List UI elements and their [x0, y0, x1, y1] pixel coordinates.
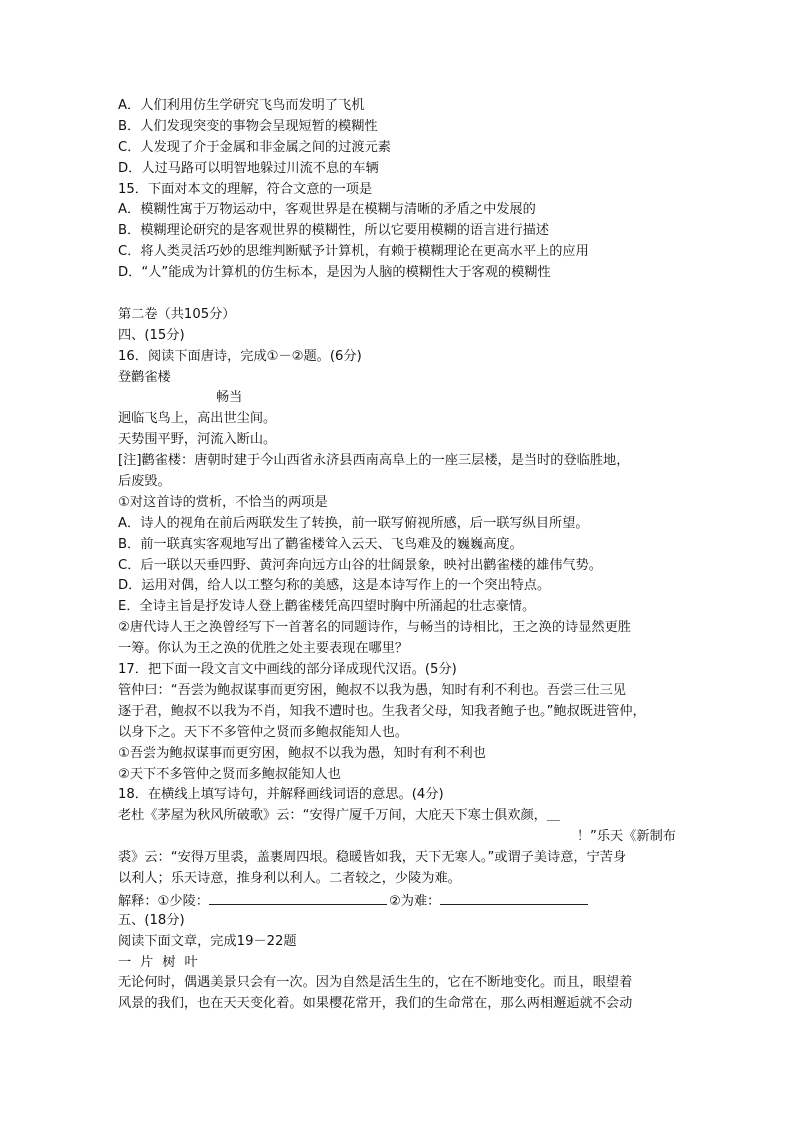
part-2-title: 第二卷（共105分） — [118, 306, 236, 322]
q15-option-a: A．模糊性寓于万物运动中，客观世界是在模糊与清晰的矛盾之中发展的 — [118, 202, 536, 218]
option-d: D．人过马路可以明智地躲过川流不息的车辆 — [118, 160, 379, 176]
q15-option-c: C．将人类灵活巧妙的思维判断赋予计算机，有赖于模糊理论在更高水平上的应用 — [118, 244, 589, 260]
article-title: 一片树叶 — [118, 954, 207, 970]
q16-option-b: B．前一联真实客观地写出了鹳雀楼耸入云天、飞鸟难及的巍巍高度。 — [118, 536, 523, 552]
q18-passage-1: 老杜《茅屋为秋风所破歌》云：“安得广厦千万间，大庇天下寒士俱欢颜，＿ — [118, 808, 561, 824]
q17-passage-2: 逐于君，鲍叔不以我为不肖，知我不遭时也。生我者父母，知我者鲍子也。”鲍叔既进管仲， — [118, 703, 646, 719]
question-16-stem: 16．阅读下面唐诗，完成①－②题。(6分) — [118, 348, 362, 364]
q16-sub1: ①对这首诗的赏析，不恰当的两项是 — [118, 494, 328, 510]
poem-author: 畅当 — [216, 390, 243, 406]
explain-label-2: ②为难： — [388, 893, 441, 909]
poem-note-2: 后废毁。 — [118, 474, 171, 490]
poem-note-1: [注]鹳雀楼：唐朝时建于今山西省永济县西南高阜上的一座三层楼，是当时的登临胜地， — [118, 453, 630, 469]
document-page — [118, 96, 686, 1015]
blank-gap — [118, 284, 686, 305]
section-5-instruction: 阅读下面文章，完成19－22题 — [118, 933, 297, 949]
option-b: B．人们发现突变的事物会呈现短暂的模糊性 — [118, 118, 378, 134]
q18-passage-2: ！”乐天《新制布 — [576, 829, 676, 845]
q16-option-c: C．后一联以天垂四野、黄河奔向远方山谷的壮阔景象，映衬出鹳雀楼的雄伟气势。 — [118, 557, 602, 573]
question-15-stem: 15．下面对本文的理解，符合文意的一项是 — [118, 181, 373, 197]
article-para-1: 无论何时，偶遇美景只会有一次。因为自然是活生生的，它在不断地变化。而且，眼望着 — [118, 975, 633, 991]
answer-blank-1[interactable] — [209, 890, 387, 905]
article-para-2: 风景的我们，也在天天变化着。如果樱花常开，我们的生命常在，那么两相邂逅就不会动 — [118, 996, 633, 1012]
explain-label-1: 解释：①少陵： — [118, 893, 209, 909]
q17-passage-1: 管仲曰：“吾尝为鲍叔谋事而更穷困，鲍叔不以我为愚，知时有利不利也。吾尝三仕三见 — [118, 682, 626, 698]
q16-sub2-line1: ②唐代诗人王之涣曾经写下一首著名的同题诗作，与畅当的诗相比，王之涣的诗显然更胜 — [118, 620, 631, 636]
option-a: A．人们利用仿生学研究飞鸟而发明了飞机 — [118, 98, 365, 113]
q16-option-d: D．运用对偶，给人以工整匀称的美感，这是本诗写作上的一个突出特点。 — [118, 578, 551, 594]
q16-option-a: A．诗人的视角在前后两联发生了转换，前一联写俯视所感，后一联写纵目所望。 — [118, 515, 589, 531]
q15-option-b: B．模糊理论研究的是客观世界的模糊性，所以它要用模糊的语言进行描述 — [118, 223, 550, 239]
section-4-heading: 四、(15分) — [118, 327, 185, 343]
q17-sentence-2: ②天下不多管仲之贤而多鲍叔能知人也 — [118, 766, 341, 782]
option-c: C．人发现了介于金属和非金属之间的过渡元素 — [118, 139, 391, 155]
q17-sentence-1: ①吾尝为鲍叔谋事而更穷困，鲍叔不以我为愚，知时有利不利也 — [118, 745, 486, 761]
q15-option-d: D．“人”能成为计算机的仿生标本，是因为人脑的模糊性大于客观的模糊性 — [118, 265, 551, 281]
q18-passage-3: 裘》云：“安得万里裘，盖裹周四垠。稳暖皆如我，天下无寒人。”或谓子美诗意，宁苦身 — [118, 850, 627, 866]
q17-passage-3: 以身下之。天下不多管仲之贤而多鲍叔能知人也。 — [118, 724, 409, 740]
answer-blank-2[interactable] — [440, 890, 588, 905]
q16-option-e: E．全诗主旨是抒发诗人登上鹳雀楼凭高四望时胸中所涌起的壮志豪情。 — [118, 599, 536, 615]
q16-sub2-line2: 一筹。你认为王之涣的优胜之处主要表现在哪里？ — [118, 641, 409, 657]
section-5-heading: 五、(18分) — [118, 912, 185, 928]
question-17-stem: 17．把下面一段文言文中画线的部分译成现代汉语。(5分) — [118, 662, 457, 678]
poem-title: 登鹳雀楼 — [118, 369, 171, 385]
question-18-stem: 18．在横线上填写诗句，并解释画线词语的意思。(4分) — [118, 787, 444, 803]
poem-line-2: 天势围平野，河流入断山。 — [118, 432, 277, 448]
poem-line-1: 迥临飞鸟上，高出世尘间。 — [118, 411, 277, 427]
q18-passage-4: 以利人；乐天诗意，推身利以利人。二者较之，少陵为难。 — [118, 870, 461, 886]
q18-explain-row — [118, 890, 686, 911]
